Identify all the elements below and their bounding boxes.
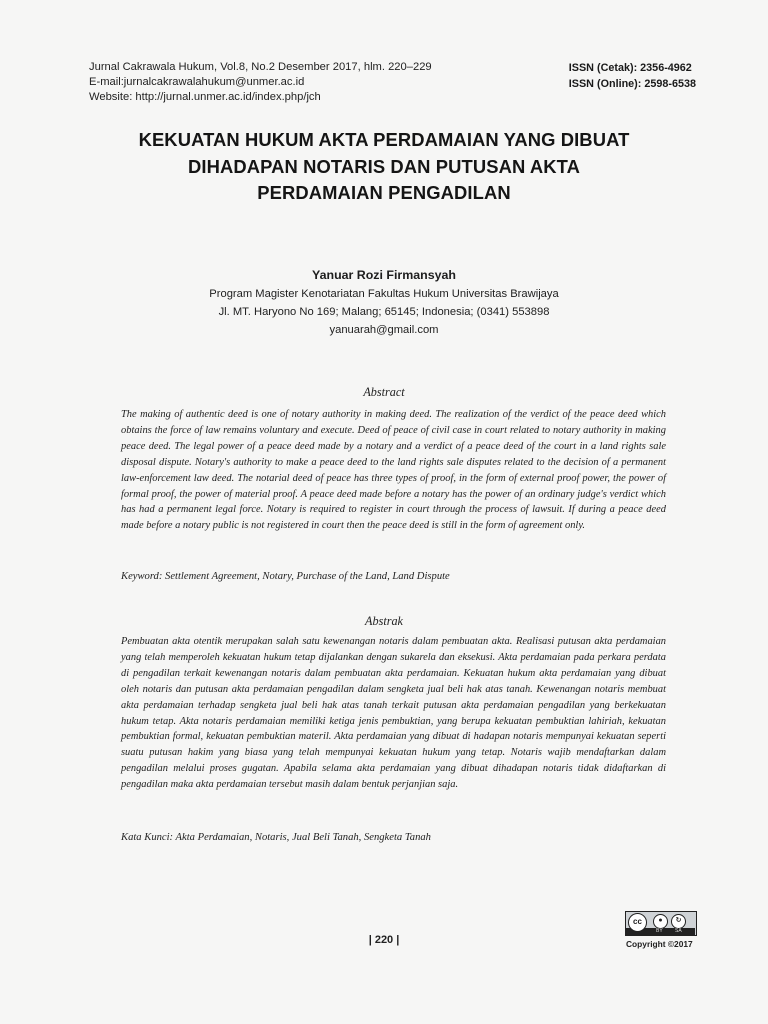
abstrak-keywords: Kata Kunci: Akta Perdamaian, Notaris, Jual Beli Tanah, Sengketa Tanah (121, 832, 431, 843)
paper-title (90, 127, 678, 207)
page-number: | 220 | (368, 934, 400, 946)
abstract-heading: Abstract (363, 385, 405, 399)
abstrak-heading: Abstrak (365, 614, 403, 628)
journal-website: Website: http://jurnal.unmer.ac.id/index.php/jch (89, 91, 321, 103)
author-email: yanuarah@gmail.com (329, 324, 439, 336)
issn-print: ISSN (Cetak): 2356-4962 (568, 62, 692, 74)
journal-citation: Jurnal Cakrawala Hukum, Vol.8, No.2 Desember 2017, hlm. 220–229 (89, 61, 432, 73)
creative-commons-badge (625, 911, 697, 936)
attribution-icon: ● (653, 914, 668, 929)
issn-block (569, 61, 696, 92)
issn-online: ISSN (Online): 2598-6538 (568, 77, 696, 90)
title-line-2: DIHADAPAN NOTARIS DAN PUTUSAN AKTA (188, 155, 580, 177)
cc-icon: cc (628, 913, 647, 932)
title-line-1: KEKUATAN HUKUM AKTA PERDAMAIAN YANG DIBUAT (138, 129, 630, 150)
share-alike-icon: ↻ (671, 914, 686, 929)
journal-header-info (89, 60, 432, 105)
journal-email: E-mail:jurnalcakrawalahukum@unmer.ac.id (89, 76, 305, 88)
by-label: BY (656, 928, 663, 934)
author-name: Yanuar Rozi Firmansyah (312, 268, 456, 282)
title-line-3: PERDAMAIAN PENGADILAN (257, 182, 511, 203)
author-affiliation: Program Magister Kenotariatan Fakultas Hukum Universitas Brawijaya (209, 288, 559, 300)
abstrak-text: Pembuatan akta otentik merupakan salah satu kewenangan notaris dalam pembuatan akta. Realisasi putusan akta perdamaian yang telah memperoleh kekuatan hukum tetap dijalankan dengan sukarela dan eksekusi. Akta perdamaian pada perkara perdata di pengadilan terkait kewenangan notaris dalam pembuatan akta perdamaian. Kekuatan hukum akta perdamaian yang dibuat oleh notaris dan putusan akta perdamaian pengadilan dalam sengketa jual beli hak atas tanah. Kewenangan notaris membuat akta perdamaian terhadap sengketa jual beli hak atas tanah terkait putusan akta perdamaian pengadilan yang berkekuatan hukum tetap. Akta notaris perdamaian memiliki ketiga jenis pembuktian, yang berupa kekuatan pembuktian lahiriah, kekuatan pembuktian formal, kekuatan pembuktian materil. Akta perdamaian yang dibuat di hadapan notaris mempunyai kekuatan seperti suatu putusan hakim yang biasa yang telah mempunyai kekuatan hukum yang tetap. Notaris wajib mendaftarkan dalam pengadilan melalui proses gugatan. Apabila selama akta perdamaian yang dibuat dihadapan notaris tidak didaftarkan di pengadilan maka akta perdamaian tersebut masih dalam bentuk perjanjian saja. (121, 636, 666, 791)
sa-label: SA (675, 928, 682, 934)
abstract-text: The making of authentic deed is one of notary authority in making deed. The realization of the verdict of the peace deed which obtains the force of law remains voluntary and execute. Deed of peace of civil case in court related to notary authority in making peace deed. The legal power of a peace deed made by a notary and a verdict of a peace deed of the court in a land rights sale disposal dispute. Notary's authority to make a peace deed to the land rights sale disputes related to the decision of a permanent law-enforcement law deed. The notarial deed of peace has three types of proof, in the form of external proof power, the power of formal proof, the power of material proof. A peace deed made before a notary has the power of an ordinary judge's verdict which has had a permanent legal force. Notary is required to register in court through the process of lawsuit. If during a peace deed made before a notary public is not registered in court then the peace deed is still in the form of agreement only. (121, 409, 666, 532)
abstract-keywords: Keyword: Settlement Agreement, Notary, Purchase of the Land, Land Dispute (121, 571, 450, 582)
author-address: Jl. MT. Haryono No 169; Malang; 65145; Indonesia; (0341) 553898 (218, 306, 550, 318)
copyright-text: Copyright ©2017 (626, 939, 693, 949)
author-block (90, 266, 678, 339)
